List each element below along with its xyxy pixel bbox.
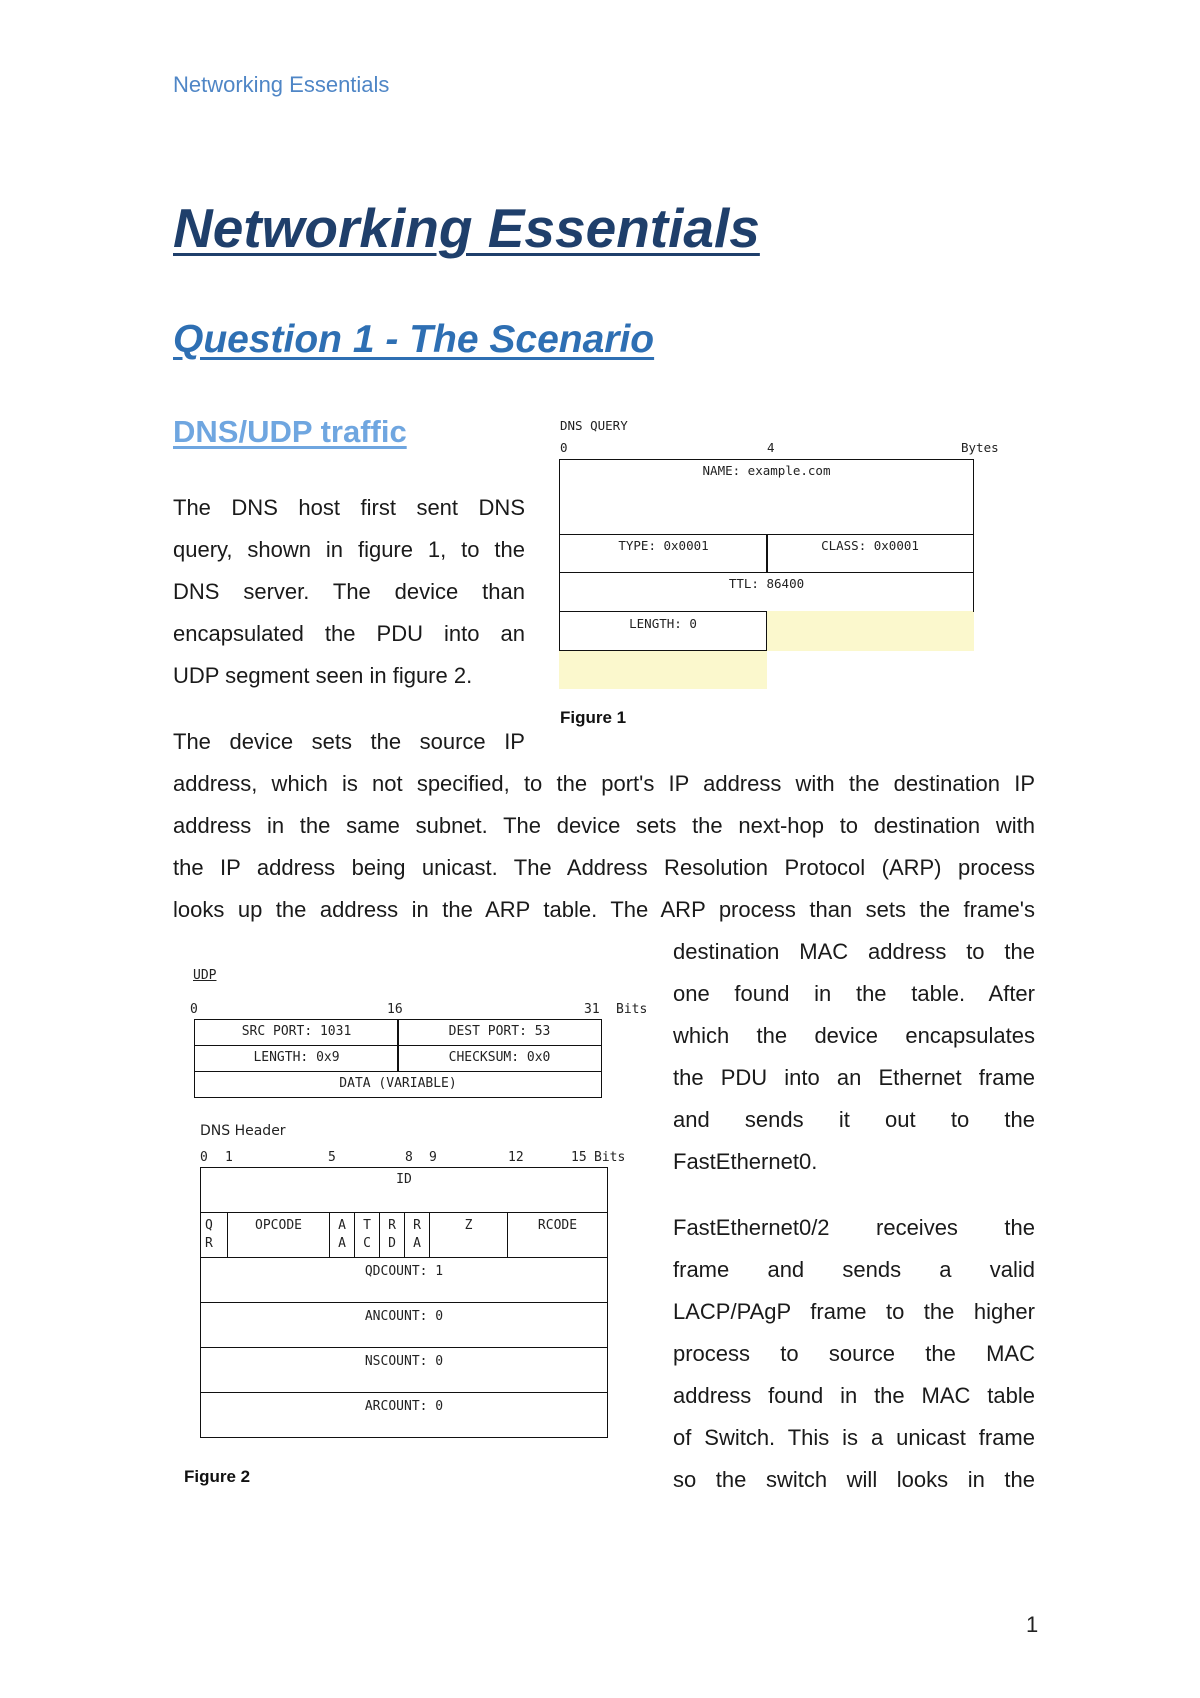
ra-label: R bbox=[413, 1218, 421, 1233]
body-line: UDP segment seen in figure 2. bbox=[173, 663, 473, 688]
id-label: ID bbox=[396, 1172, 412, 1187]
body-line: looks up the address in the ARP table. The ARP process than sets the frame's bbox=[173, 897, 1035, 922]
body-line: address found in the MAC table bbox=[673, 1383, 1035, 1408]
udp-scale-label: 16 bbox=[387, 1002, 403, 1017]
udp-scale-label: Bits bbox=[616, 1002, 648, 1017]
body-line: address in the same subnet. The device sets the next-hop to destination with bbox=[173, 813, 1035, 838]
dns-scale-label: 8 bbox=[405, 1150, 413, 1165]
dns-scale-label: 1 bbox=[225, 1150, 233, 1165]
document-title: Networking Essentials bbox=[173, 197, 760, 259]
tc-label: T bbox=[363, 1218, 371, 1233]
udp-scale-label: 31 bbox=[584, 1002, 600, 1017]
question-heading: Question 1 - The Scenario bbox=[173, 318, 655, 361]
ttl-field-label: TTL: 86400 bbox=[728, 576, 805, 591]
body-line: so the switch will looks in the bbox=[673, 1467, 1035, 1492]
aa-label: A bbox=[338, 1218, 346, 1233]
nscount-label: NSCOUNT: 0 bbox=[364, 1354, 444, 1369]
body-line: query, shown in figure 1, to the bbox=[173, 537, 525, 562]
udp-title: UDP bbox=[193, 968, 217, 983]
dest-port-label: DEST PORT: 53 bbox=[448, 1024, 551, 1039]
udp-scale-label: 0 bbox=[190, 1002, 198, 1017]
dns-scale-label: Bits bbox=[594, 1150, 626, 1165]
body-line: process to source the MAC bbox=[673, 1341, 1035, 1366]
figure-2-caption: Figure 2 bbox=[184, 1467, 251, 1486]
qr-label: Q bbox=[205, 1218, 213, 1233]
dns-scale-label: 12 bbox=[508, 1150, 524, 1165]
src-port-label: SRC PORT: 1031 bbox=[241, 1024, 352, 1039]
udp-length-label: LENGTH: 0x9 bbox=[253, 1050, 340, 1065]
type-field-label: TYPE: 0x0001 bbox=[618, 538, 709, 553]
class-field-label: CLASS: 0x0001 bbox=[821, 538, 919, 553]
body-line: frame and sends a valid bbox=[673, 1257, 1035, 1282]
running-header: Networking Essentials bbox=[173, 72, 390, 97]
body-line: the IP address being unicast. The Address Resolution Protocol (ARP) process bbox=[173, 855, 1035, 880]
dns-header-title: DNS Header bbox=[200, 1123, 286, 1139]
dns-scale-label: 0 bbox=[200, 1150, 208, 1165]
length-field-label: LENGTH: 0 bbox=[629, 616, 697, 631]
figure-1-title: DNS QUERY bbox=[560, 418, 628, 433]
tc-label: C bbox=[363, 1236, 371, 1251]
body-line: DNS server. The device than bbox=[173, 579, 525, 604]
rcode-label: RCODE bbox=[537, 1218, 578, 1233]
body-line: FastEthernet0/2 receives the bbox=[673, 1215, 1035, 1240]
figure-1-scale-unit: Bytes bbox=[961, 440, 999, 455]
body-line: encapsulated the PDU into an bbox=[173, 621, 525, 646]
dns-scale-label: 5 bbox=[328, 1150, 336, 1165]
figure-1-scale-start: 0 bbox=[560, 440, 568, 455]
data-label: DATA (VARIABLE) bbox=[339, 1076, 457, 1091]
padding-area bbox=[766, 611, 974, 651]
ra-label: A bbox=[413, 1236, 421, 1251]
qdcount-label: QDCOUNT: 1 bbox=[364, 1264, 444, 1279]
z-label: Z bbox=[464, 1218, 473, 1233]
name-field-label: NAME: example.com bbox=[702, 463, 831, 478]
body-line: and sends it out to the bbox=[673, 1107, 1035, 1132]
aa-label: A bbox=[338, 1236, 346, 1251]
opcode-label: OPCODE bbox=[255, 1218, 302, 1233]
qr-label: R bbox=[205, 1236, 213, 1251]
body-line: LACP/PAgP frame to the higher bbox=[673, 1299, 1035, 1324]
figure-1-caption: Figure 1 bbox=[560, 708, 627, 727]
body-line: of Switch. This is a unicast frame bbox=[673, 1425, 1035, 1450]
ancount-label: ANCOUNT: 0 bbox=[364, 1309, 444, 1324]
body-line: which the device encapsulates bbox=[673, 1023, 1035, 1048]
section-heading: DNS/UDP traffic bbox=[173, 414, 407, 449]
body-line: one found in the table. After bbox=[673, 981, 1035, 1006]
body-line: The DNS host first sent DNS bbox=[173, 495, 525, 520]
body-line: The device sets the source IP bbox=[173, 729, 525, 754]
body-line: FastEthernet0. bbox=[673, 1149, 818, 1174]
body-line: the PDU into an Ethernet frame bbox=[673, 1065, 1035, 1090]
padding-area bbox=[559, 651, 767, 689]
dns-scale-label: 9 bbox=[429, 1150, 437, 1165]
arcount-label: ARCOUNT: 0 bbox=[364, 1399, 444, 1414]
page-number: 1 bbox=[1026, 1612, 1039, 1637]
dns-scale-label: 15 bbox=[571, 1150, 587, 1165]
checksum-label: CHECKSUM: 0x0 bbox=[448, 1050, 551, 1065]
rd-label: D bbox=[388, 1236, 396, 1251]
rd-label: R bbox=[388, 1218, 396, 1233]
body-line: destination MAC address to the bbox=[673, 939, 1035, 964]
body-line: address, which is not specified, to the port's IP address with the destination IP bbox=[173, 771, 1035, 796]
figure-1-scale-mid: 4 bbox=[767, 440, 775, 455]
